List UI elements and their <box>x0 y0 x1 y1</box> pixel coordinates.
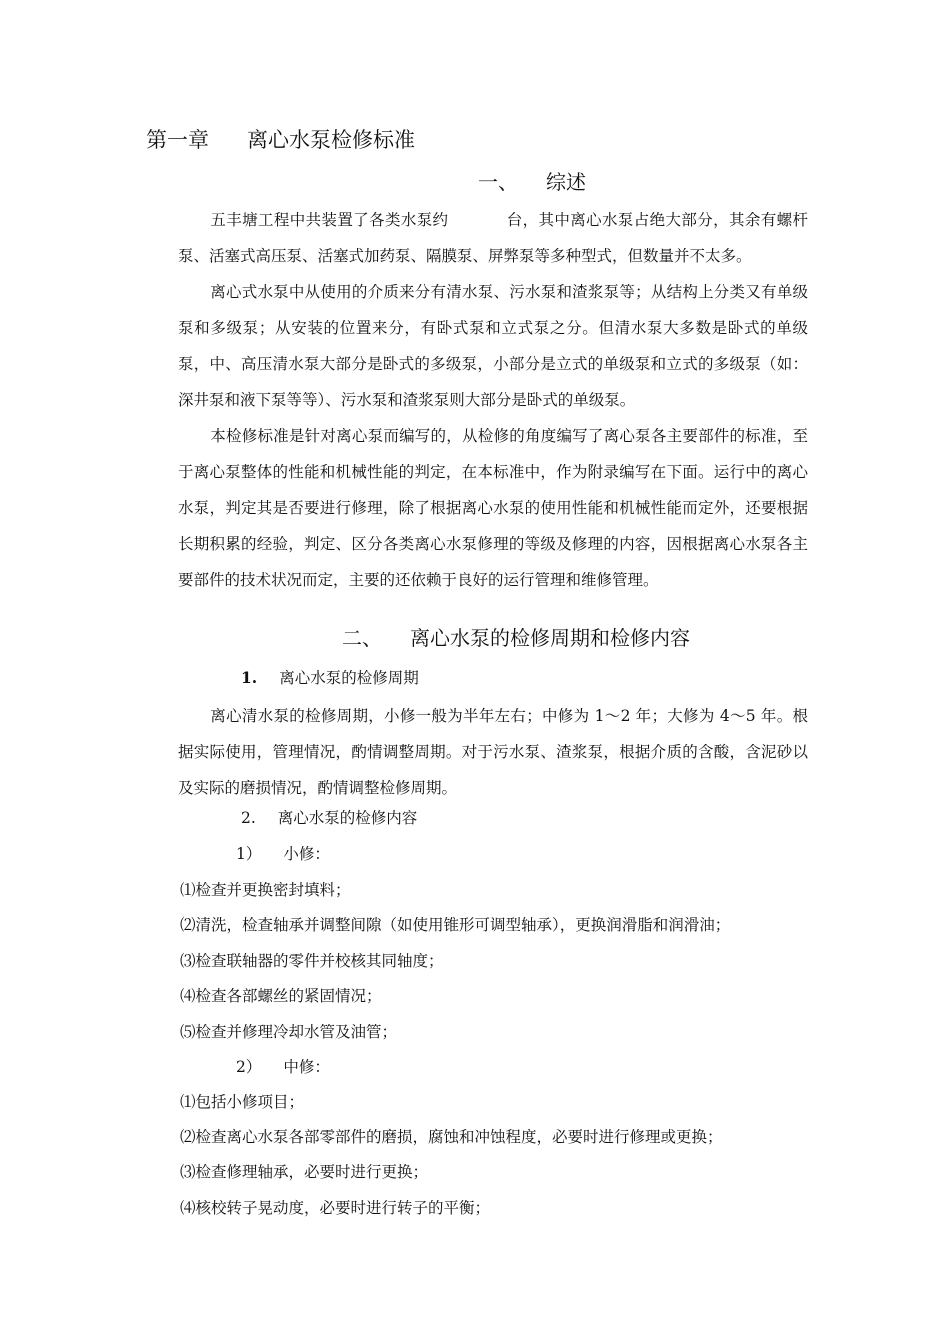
list-item: ⑵清洗，检查轴承并调整间隙（如使用锥形可调型轴承），更换润滑脂和润滑油； <box>180 916 731 934</box>
list-item: ⑶检查联轴器的零件并校核其同轴度； <box>180 952 444 970</box>
section-title: 离心水泵的检修周期和检修内容 <box>410 626 690 650</box>
item-title: 离心水泵的检修周期 <box>279 669 419 687</box>
list-item: ⑷核校转子晃动度，必要时进行转子的平衡； <box>180 1199 491 1217</box>
medium-title: 中修： <box>283 1058 330 1076</box>
list-item: ⑸检查并修理冷却水管及油管； <box>180 1023 398 1041</box>
list-item: ⑶检查修理轴承，必要时进行更换； <box>180 1163 429 1181</box>
item-heading-2 <box>241 806 417 828</box>
list-item: ⑷检查各部螺丝的紧固情况； <box>180 987 382 1005</box>
item-number: 1. <box>241 668 258 687</box>
minor-title: 小修： <box>283 845 330 863</box>
section-number: 一、 <box>478 170 518 194</box>
chapter-heading <box>146 124 415 154</box>
list-item: ⑴检查并更换密封填料； <box>180 881 351 899</box>
chapter-title: 离心水泵检修标准 <box>247 128 415 152</box>
paragraph-cycle: 离心清水泵的检修周期，小修一般为半年左右；中修为 1～2 年；大修为 4～5 年。根据实际使用，管理情况，酌情调整周期。对于污水泵、渣浆泵，根据介质的含酸，含泥砂以及实际的磨损情况，酌情调整检修周期。 <box>178 707 808 797</box>
chapter-number: 第一章 <box>146 128 209 152</box>
item-number: 2. <box>241 809 256 827</box>
paragraph-overview-3: 本检修标准是针对离心泵而编写的，从检修的角度编写了离心泵各主要部件的标准，至于离心泵整体的性能和机械性能的判定，在本标准中，作为附录编写在下面。运行中的离心水泵，判定其是否要进行修理，除了根据离心水泵的使用性能和机械性能而定外，还要根据长期积累的经验，判定、区分各类离心水泵修理的等级及修理的内容，因根据离心水泵各主要部件的技术状况而定，主要的还依赖于良好的运行管理和维修管理。 <box>178 427 808 589</box>
item-title: 离心水泵的检修内容 <box>277 809 418 827</box>
minor-number: 1） <box>236 845 262 863</box>
medium-repair-heading <box>236 1055 330 1077</box>
section-title: 综述 <box>546 170 586 194</box>
list-item: ⑵检查离心水泵各部零部件的磨损，腐蚀和冲蚀程度，必要时进行修理或更换； <box>180 1128 723 1146</box>
paragraph-overview-1: 五丰塘工程中共装置了各类水泵约 台，其中离心水泵占绝大部分，其余有螺杆泵、活塞式高压泵、活塞式加药泵、隔膜泵、屏弊泵等多种型式，但数量并不太多。 <box>178 211 808 265</box>
section-number: 二、 <box>342 626 382 650</box>
item-heading-1 <box>241 666 419 688</box>
medium-number: 2） <box>236 1058 262 1076</box>
list-item: ⑴包括小修项目； <box>180 1093 305 1111</box>
section-heading-1 <box>478 166 586 195</box>
minor-repair-heading <box>236 842 330 864</box>
paragraph-overview-2: 离心式水泵中从使用的介质来分有清水泵、污水泵和渣浆泵等；从结构上分类又有单级泵和多级泵；从安装的位置来分，有卧式泵和立式泵之分。但清水泵大多数是卧式的单级泵，中、高压清水泵大部分是卧式的多级泵，小部分是立式的单级泵和立式的多级泵（如：深井泵和液下泵等等）、污水泵和渣浆泵则大部分是卧式的单级泵。 <box>178 283 808 409</box>
section-heading-2 <box>342 622 690 651</box>
